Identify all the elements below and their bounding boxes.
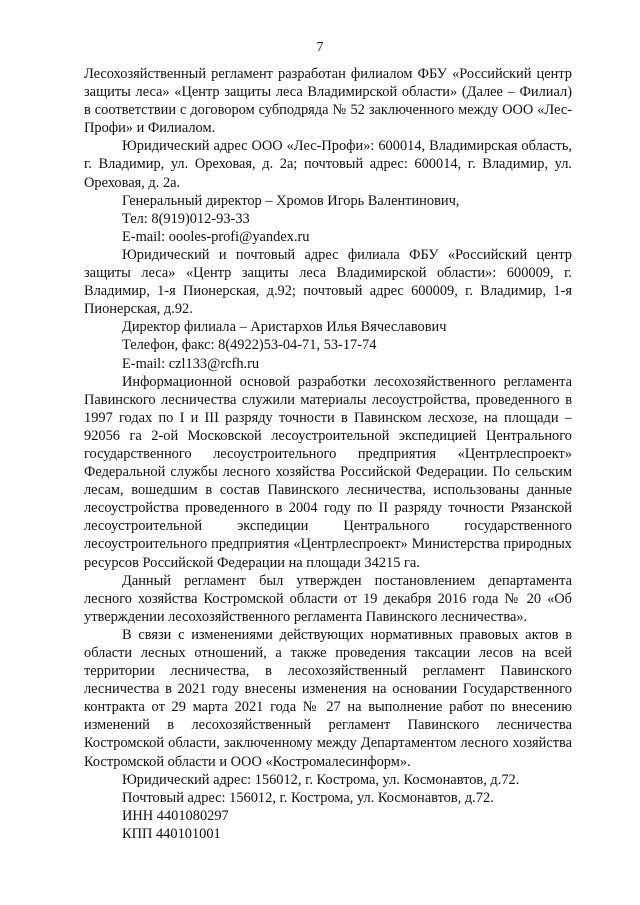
paragraph: В связи с изменениями действующих нормативных правовых актов в области лесных отношений, а также проведения таксации лесов на всей территории лесничества, в лесохозяйственный регламент Павинского лесничества в 2021 году внесены изменения на основании Государственного контракта от 29 марта 2021 года № 27 на выполнение работ по внесению изменений в лесохозяйственный регламент Павинского лесничества Костромской области, заключенному между Департаментом лесного хозяйства Костромской области и ООО «Костромалесинформ». (84, 626, 572, 770)
document-body (84, 65, 572, 843)
paragraph: Информационной основой разработки лесохозяйственного регламента Павинского лесничества служили материалы лесоустройства, проведенного в 1997 годах по I и III разряду точности в Павинском лесхозе, на площади – 92056 га 2-ой Московской лесоустроительной экспедицией Центрального государственного лесоустроительного предприятия «Центрлеспроект» Федеральной службы лесного хозяйства Российской Федерации. По сельским лесам, вошедшим в состав Павинского лесничества, использованы данные лесоустройства проведенного в 2004 году по II разряду точности Рязанской лесоустроительной экспедиции Центрального государственного лесоустроительного предприятия «Центрлеспроект» Министерства природных ресурсов Российской Федерации на площади 34215 га. (84, 373, 572, 571)
paragraph: E-mail: czl133@rcfh.ru (122, 355, 260, 372)
paragraph: E-mail: oooles-profi@yandex.ru (122, 228, 310, 245)
paragraph: Тел: 8(919)012-93-33 (122, 210, 250, 227)
paragraph: ИНН 4401080297 (122, 807, 229, 824)
paragraph: Лесохозяйственный регламент разработан филиалом ФБУ «Российский центр защиты леса» «Центр защиты леса Владимирской области» (Далее – Филиал) в соответствии с договором субподряда № 52 заключенного между ООО «Лес-Профи» и Филиалом. (84, 66, 572, 137)
page-number: 7 (316, 40, 324, 55)
paragraph: Генеральный директор – Хромов Игорь Валентинович, (122, 192, 460, 209)
paragraph: КПП 440101001 (122, 825, 221, 842)
paragraph: Юридический адрес: 156012, г. Кострома, ул. Космонавтов, д.72. (122, 771, 520, 788)
paragraph: Юридический адрес ООО «Лес-Профи»: 600014, Владимирская область, г. Владимир, ул. Ореховая, д. 2а; почтовый адрес: 600014, г. Владимир, ул. Ореховая, д. 2а. (84, 138, 572, 191)
paragraph: Данный регламент был утвержден постановлением департамента лесного хозяйства Костромской области от 19 декабря 2016 года № 20 «Об утверждении лесохозяйственного регламента Павинского лесничества». (84, 572, 572, 625)
paragraph: Телефон, факс: 8(4922)53-04-71, 53-17-74 (122, 337, 377, 354)
paragraph: Юридический и почтовый адрес филиала ФБУ «Российский центр защиты леса» «Центр защиты леса Владимирской области»: 600009, г. Владимир, 1-я Пионерская, д.92; почтовый адрес 600009, г. Владимир, 1-я Пионерская, д.92. (84, 246, 572, 318)
paragraph: Директор филиала – Аристархов Илья Вячеславович (122, 319, 447, 336)
paragraph: Почтовый адрес: 156012, г. Кострома, ул. Космонавтов, д.72. (122, 789, 494, 806)
